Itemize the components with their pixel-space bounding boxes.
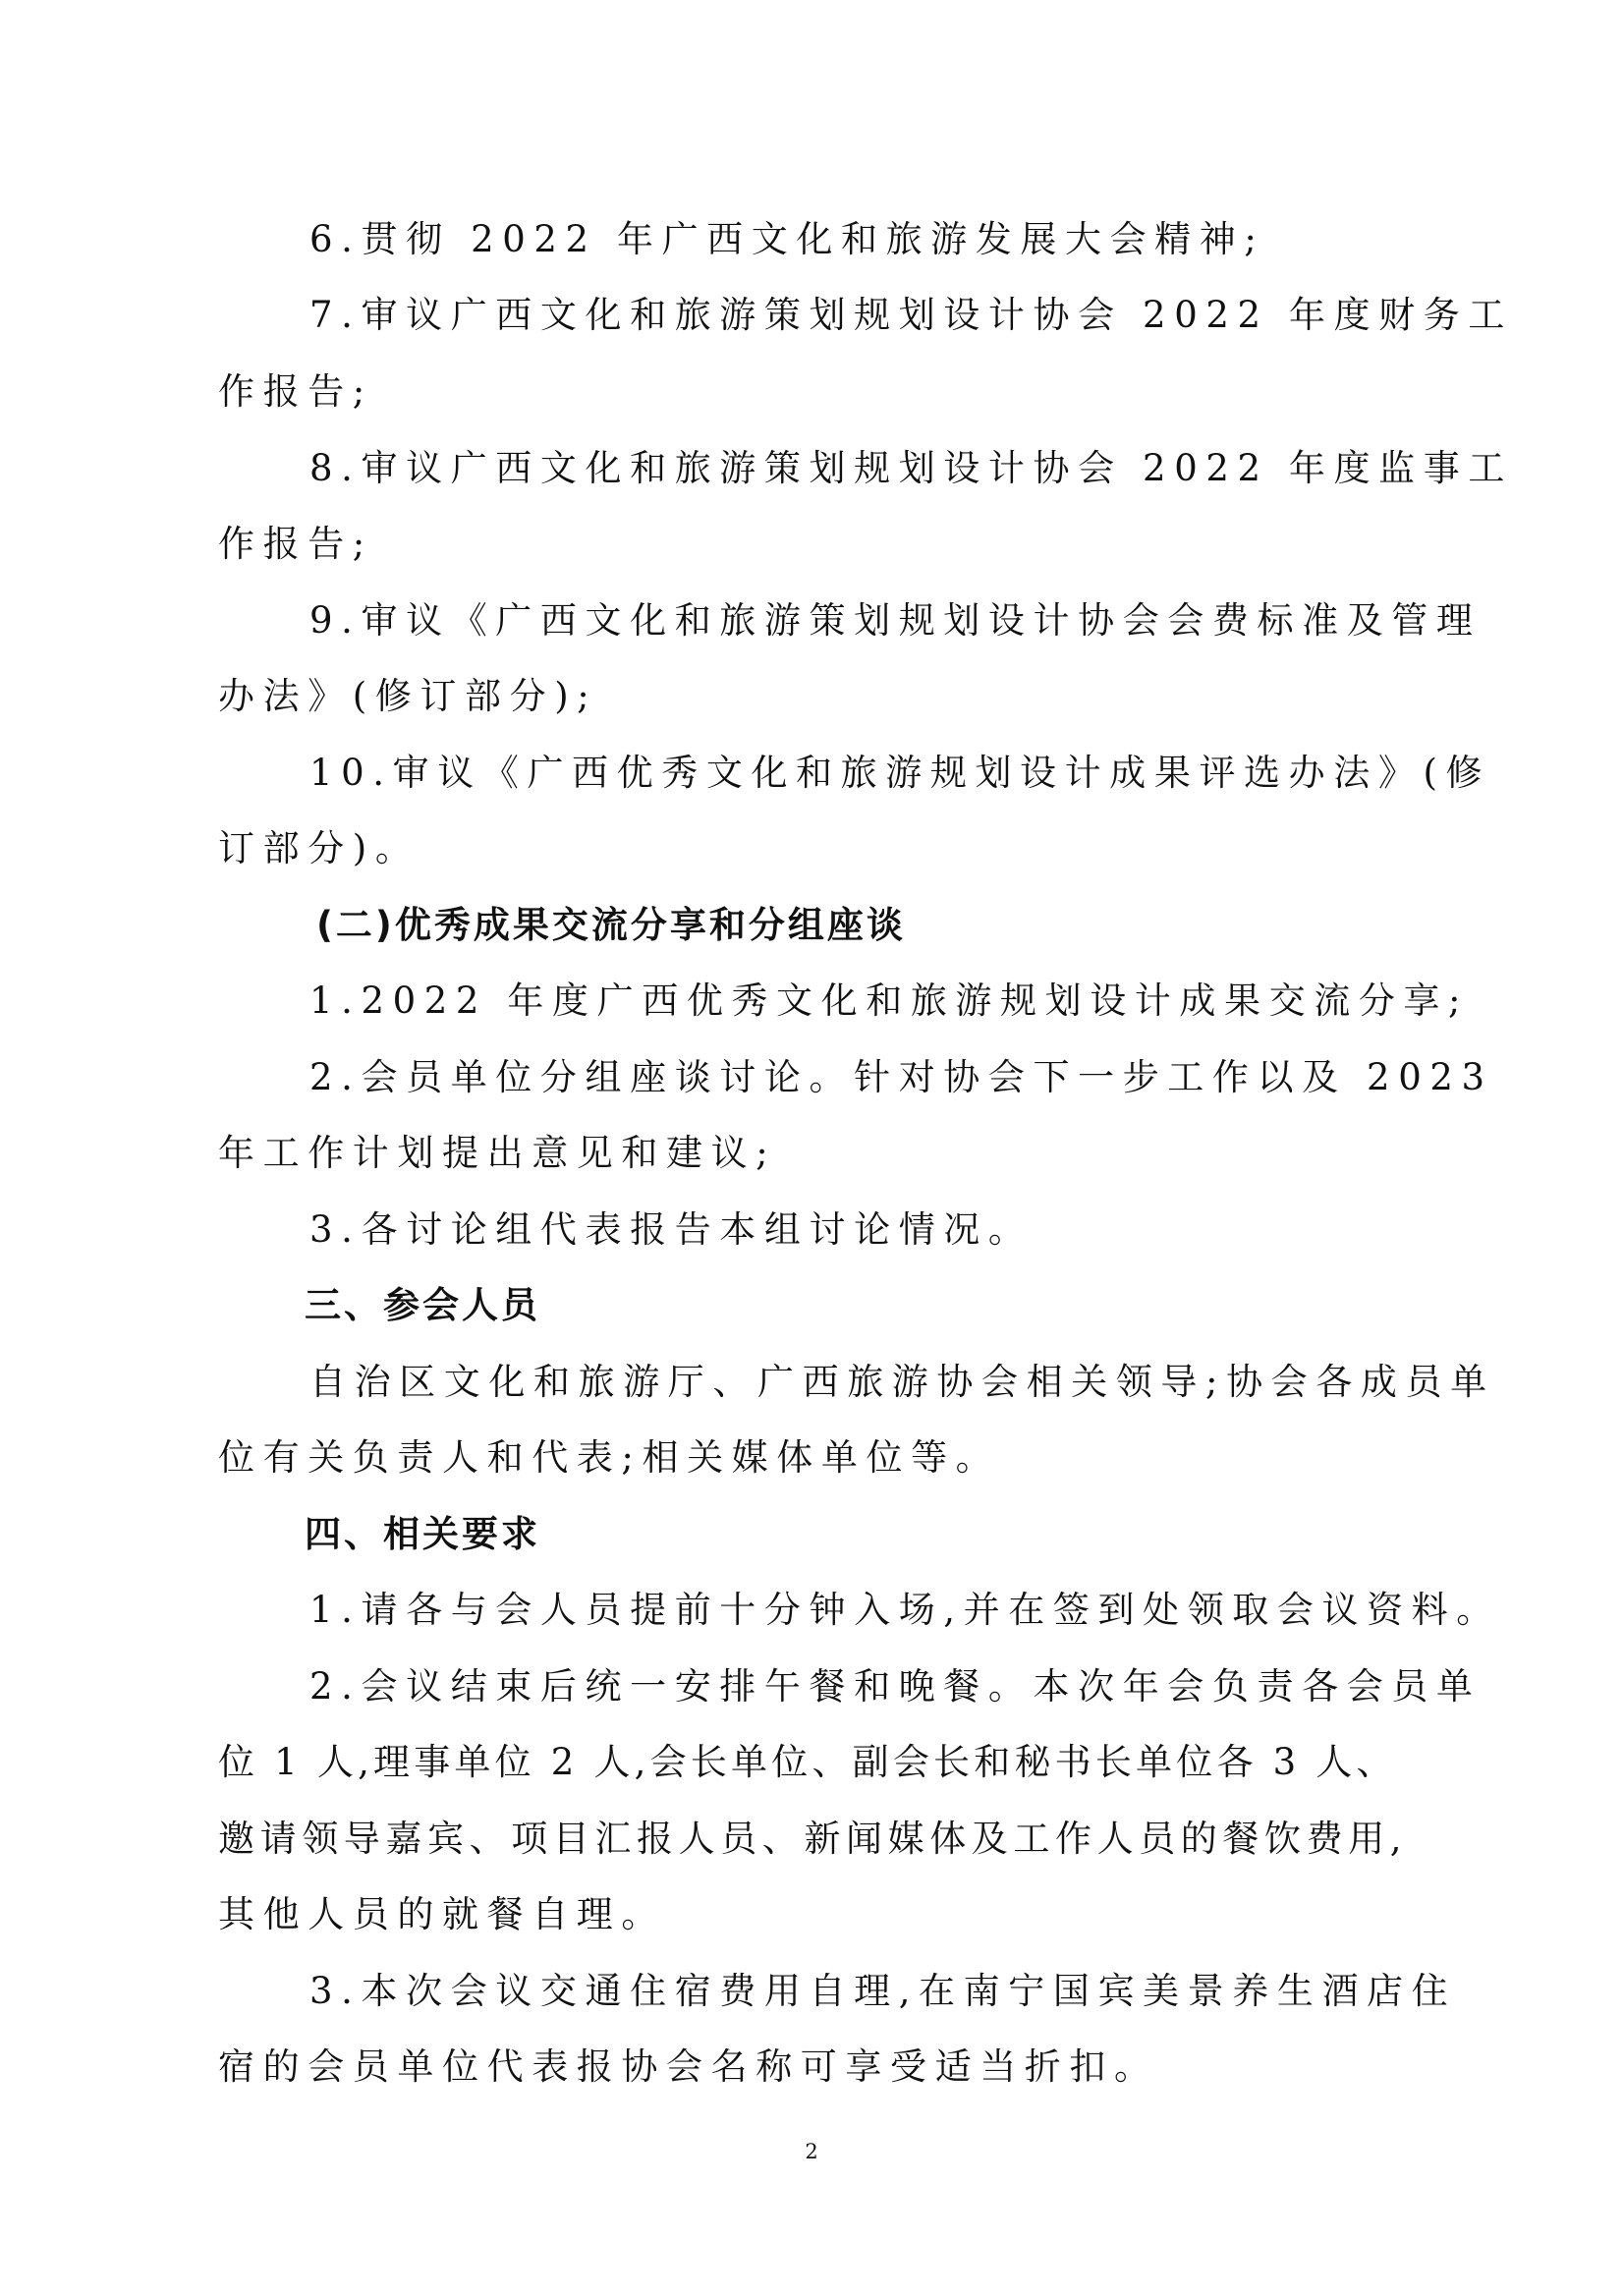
section-4-item-2-line-1: 2.会议结束后统一安排午餐和晚餐。本次年会负责各会员单 bbox=[309, 1665, 1482, 1708]
agenda-item-8-line-1: 8.审议广西文化和旅游策划规划设计协会 2022 年度监事工 bbox=[309, 447, 1513, 489]
agenda-item-8-line-2: 作报告; bbox=[218, 523, 373, 565]
page-number: 2 bbox=[805, 2140, 818, 2163]
section-4-heading: 四、相关要求 bbox=[305, 1513, 540, 1555]
section-4-item-2-line-4: 其他人员的就餐自理。 bbox=[218, 1893, 666, 1935]
section-4-item-1: 1.请各与会人员提前十分钟入场,并在签到处领取会议资料。 bbox=[309, 1589, 1501, 1631]
section-4-item-3-line-2: 宿的会员单位代表报协会名称可享受适当折扣。 bbox=[218, 2045, 1159, 2088]
section-3-heading: 三、参会人员 bbox=[305, 1284, 540, 1326]
section-2-heading: (二)优秀成果交流分享和分组座谈 bbox=[316, 904, 906, 946]
section-3-para-line-2: 位有关负责人和代表;相关媒体单位等。 bbox=[218, 1436, 1001, 1479]
section-4-item-3-line-1: 3.本次会议交通住宿费用自理,在南宁国宾美景养生酒店住 bbox=[309, 1970, 1457, 2012]
section-3-para-line-1: 自治区文化和旅游厅、广西旅游协会相关领导;协会各成员单 bbox=[309, 1361, 1495, 1403]
agenda-item-10-line-2: 订部分)。 bbox=[218, 827, 420, 869]
agenda-item-6: 6.贯彻 2022 年广西文化和旅游发展大会精神; bbox=[309, 218, 1265, 260]
section-4-item-2-line-3: 邀请领导嘉宾、项目汇报人员、新闻媒体及工作人员的餐饮费用, bbox=[218, 1818, 1408, 1860]
section-2-item-1: 1.2022 年度广西优秀文化和旅游规划设计成果交流分享; bbox=[309, 980, 1470, 1022]
section-2-item-2-line-2: 年工作计划提出意见和建议; bbox=[218, 1132, 777, 1174]
agenda-item-10-line-1: 10.审议《广西优秀文化和旅游规划设计成果评选办法》(修 bbox=[309, 752, 1491, 794]
section-2-item-3: 3.各讨论组代表报告本组讨论情况。 bbox=[309, 1208, 1034, 1251]
agenda-item-9-line-1: 9.审议《广西文化和旅游策划规划设计协会会费标准及管理 bbox=[309, 599, 1482, 642]
agenda-item-7-line-1: 7.审议广西文化和旅游策划规划设计协会 2022 年度财务工 bbox=[309, 294, 1513, 336]
section-2-item-2-line-1: 2.会员单位分组座谈讨论。针对协会下一步工作以及 2023 bbox=[309, 1056, 1493, 1098]
agenda-item-7-line-2: 作报告; bbox=[218, 370, 373, 413]
agenda-item-9-line-2: 办法》(修订部分); bbox=[218, 675, 598, 717]
section-4-item-2-line-2: 位 1 人,理事单位 2 人,会长单位、副会长和秘书长单位各 3 人、 bbox=[218, 1741, 1397, 1783]
